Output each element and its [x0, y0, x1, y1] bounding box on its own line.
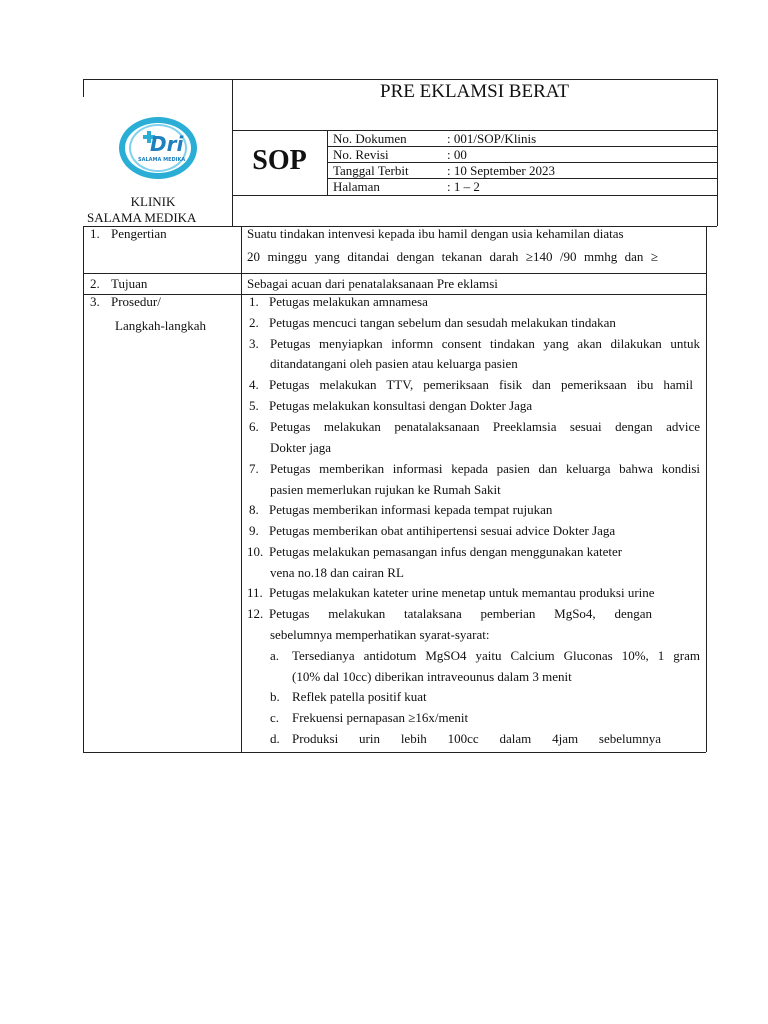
step-number: 3. [249, 336, 259, 351]
step-text-continued: vena no.18 dan cairan RL [270, 565, 404, 580]
step-text: Petugas melakukan tatalaksana pemberian MgSo4, dengan [269, 606, 652, 621]
substep-letter: a. [270, 648, 280, 663]
substep-letter: d. [270, 731, 280, 746]
step-number: 8. [249, 502, 259, 517]
step-number: 10. [247, 544, 264, 559]
clinic-name-line1: KLINIK [130, 194, 176, 209]
step-number: 7. [249, 461, 259, 476]
sop-label: SOP [252, 145, 307, 176]
section-number: 3. [90, 294, 100, 309]
section-number: 1. [90, 226, 100, 241]
doc-number-value: : 001/SOP/Klinis [447, 131, 537, 146]
revision-value: : 00 [447, 147, 467, 162]
logo-text: Dri [150, 132, 184, 156]
page-label: Halaman [333, 179, 380, 194]
step-number: 12. [247, 606, 264, 621]
page-value: : 1 – 2 [447, 179, 480, 194]
body-left-border [83, 226, 84, 752]
section-label: Tujuan [111, 276, 148, 291]
purpose-text: Sebagai acuan dari penatalaksanaan Pre eklamsi [247, 276, 498, 291]
step-text-continued: Dokter jaga [270, 440, 332, 455]
step-text: Petugas melakukan konsultasi dengan Dokter Jaga [269, 398, 533, 413]
step-text-continued: ditandatangani oleh pasien atau keluarga pasien [270, 356, 518, 371]
step-text: Petugas melakukan amnamesa [269, 294, 428, 309]
substep-text: Frekuensi pernapasan ≥16x/menit [292, 710, 469, 725]
issue-date-label: Tanggal Terbit [333, 163, 409, 178]
issue-date-value: : 10 September 2023 [447, 163, 555, 178]
document-title: PRE EKLAMSI BERAT [380, 81, 569, 102]
step-text-continued: sebelumnya memperhatikan syarat-syarat: [270, 627, 490, 642]
substep-text: Reflek patella positif kuat [292, 689, 427, 704]
step-text: Petugas mencuci tangan sebelum dan sesudah melakukan tindakan [269, 315, 616, 330]
row-divider-1 [83, 273, 706, 274]
body-bottom-border [83, 752, 706, 753]
header-top-border [83, 79, 717, 80]
step-number: 9. [249, 523, 259, 538]
header-left-border [83, 79, 84, 97]
step-number: 11. [247, 585, 263, 600]
header-right-border [717, 79, 718, 226]
clinic-name-line2: SALAMA MEDIKA [87, 210, 197, 225]
section-label-continued: Langkah-langkah [115, 318, 206, 333]
step-text: Petugas memberikan informasi kepada tempat rujukan [269, 502, 553, 517]
step-text-continued: pasien memerlukan rujukan ke Rumah Sakit [270, 482, 501, 497]
step-text: Petugas melakukan kateter urine menetap untuk memantau produksi urine [269, 585, 655, 600]
step-number: 1. [249, 294, 259, 309]
step-number: 5. [249, 398, 259, 413]
definition-line-1: Suatu tindakan intenvesi kepada ibu hamil dengan usia kehamilan diatas [247, 226, 624, 241]
substep-text-continued: (10% dal 10cc) diberikan intraveounus dalam 3 menit [292, 669, 572, 684]
logo-subtext: SALAMA MEDIKA [138, 157, 186, 163]
section-number: 2. [90, 276, 100, 291]
step-number: 2. [249, 315, 259, 330]
step-number: 6. [249, 419, 259, 434]
substep-text: Tersedianya antidotum MgSO4 yaitu Calcium Gluconas 10%, 1 gram [292, 648, 700, 663]
docinfo-bottom-border [232, 195, 717, 196]
substep-letter: c. [270, 710, 280, 725]
step-text: Petugas memberikan obat antihipertensi sesuai advice Dokter Jaga [269, 523, 616, 538]
body-right-border [706, 226, 707, 752]
definition-line-2: 20 minggu yang ditandai dengan tekanan darah ≥140 /90 mmhg dan ≥ [247, 249, 658, 264]
step-text: Petugas melakukan TTV, pemeriksaan fisik dan pemeriksaan ibu hamil [269, 377, 693, 392]
step-text: Petugas memberikan informasi kepada pasien dan keluarga bahwa kondisi [270, 461, 700, 476]
doc-number-label: No. Dokumen [333, 131, 407, 146]
step-text: Petugas melakukan pemasangan infus dengan menggunakan kateter [269, 544, 623, 559]
section-label: Prosedur/ [111, 294, 161, 309]
substep-text: Produksi urin lebih 100cc dalam 4jam sebelumnya [292, 731, 661, 746]
substep-letter: b. [270, 689, 280, 704]
body-column-divider [241, 226, 242, 752]
step-text: Petugas melakukan penatalaksanaan Preeklamsia sesuai dengan advice [270, 419, 700, 434]
revision-label: No. Revisi [333, 147, 389, 162]
section-label: Pengertian [111, 226, 167, 241]
step-number: 4. [249, 377, 259, 392]
step-text: Petugas menyiapkan informn consent tindakan yang akan dilakukan untuk [270, 336, 700, 351]
